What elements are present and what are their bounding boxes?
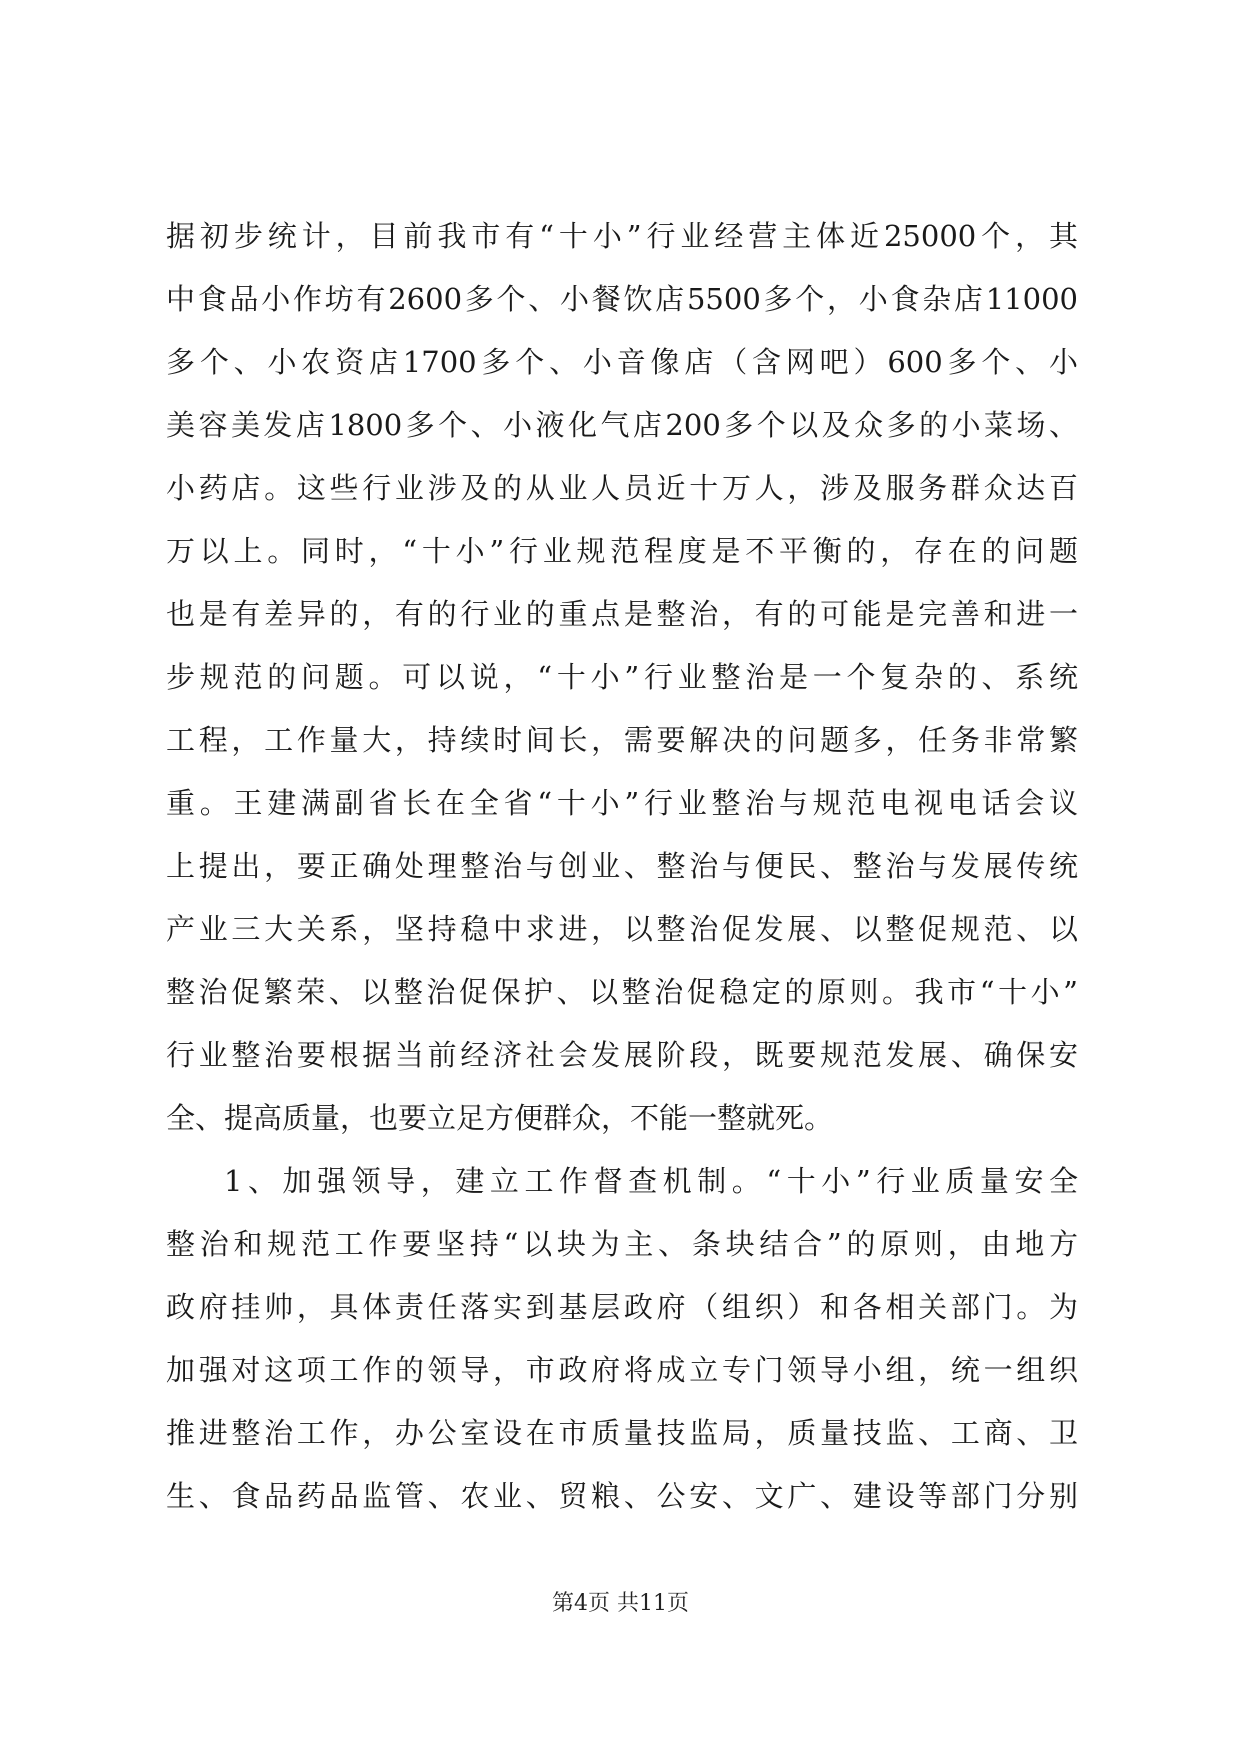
text-line: 产业三大关系，坚持稳中求进，以整治促发展、以整促规范、以 bbox=[166, 912, 1078, 946]
text-line: 上提出，要正确处理整治与创业、整治与便民、整治与发展传统 bbox=[166, 849, 1078, 883]
text-line: 万以上。同时，“十小”行业规范程度是不平衡的，存在的问题 bbox=[166, 534, 1078, 568]
text-line: 加强对这项工作的领导，市政府将成立专门领导小组，统一组织 bbox=[166, 1353, 1078, 1387]
text-line: 步规范的问题。可以说，“十小”行业整治是一个复杂的、系统 bbox=[166, 660, 1078, 694]
text-line: 行业整治要根据当前经济社会发展阶段，既要规范发展、确保安 bbox=[166, 1038, 1078, 1072]
text-line: 推进整治工作，办公室设在市质量技监局，质量技监、工商、卫 bbox=[166, 1416, 1078, 1450]
text-line: 据初步统计，目前我市有“十小”行业经营主体近25000个，其 bbox=[166, 219, 1078, 253]
text-line: 整治和规范工作要坚持“以块为主、条块结合”的原则，由地方 bbox=[166, 1227, 1078, 1261]
text-line: 政府挂帅，具体责任落实到基层政府（组织）和各相关部门。为 bbox=[166, 1290, 1078, 1324]
text-line: 美容美发店1800多个、小液化气店200多个以及众多的小菜场、 bbox=[166, 408, 1078, 442]
paragraph-end-line: 全、提高质量，也要立足方便群众，不能一整就死。 bbox=[166, 1101, 834, 1135]
text-line: 生、食品药品监管、农业、贸粮、公安、文广、建设等部门分别 bbox=[166, 1479, 1078, 1513]
document-body bbox=[166, 205, 1078, 1528]
text-line: 整治促繁荣、以整治促保护、以整治促稳定的原则。我市“十小” bbox=[166, 975, 1078, 1009]
text-line: 工程，工作量大，持续时间长，需要解决的问题多，任务非常繁 bbox=[166, 723, 1078, 757]
text-line: 重。王建满副省长在全省“十小”行业整治与规范电视电话会议 bbox=[166, 786, 1078, 820]
page-number-footer: 第4页 共11页 bbox=[552, 1591, 689, 1616]
paragraph-start-line: 1、加强领导，建立工作督查机制。“十小”行业质量安全 bbox=[224, 1164, 1078, 1198]
text-line: 小药店。这些行业涉及的从业人员近十万人，涉及服务群众达百 bbox=[166, 471, 1078, 505]
text-line: 也是有差异的，有的行业的重点是整治，有的可能是完善和进一 bbox=[166, 597, 1078, 631]
text-line: 中食品小作坊有2600多个、小餐饮店5500多个，小食杂店11000 bbox=[166, 282, 1078, 316]
text-line: 多个、小农资店1700多个、小音像店（含网吧）600多个、小 bbox=[166, 345, 1078, 379]
